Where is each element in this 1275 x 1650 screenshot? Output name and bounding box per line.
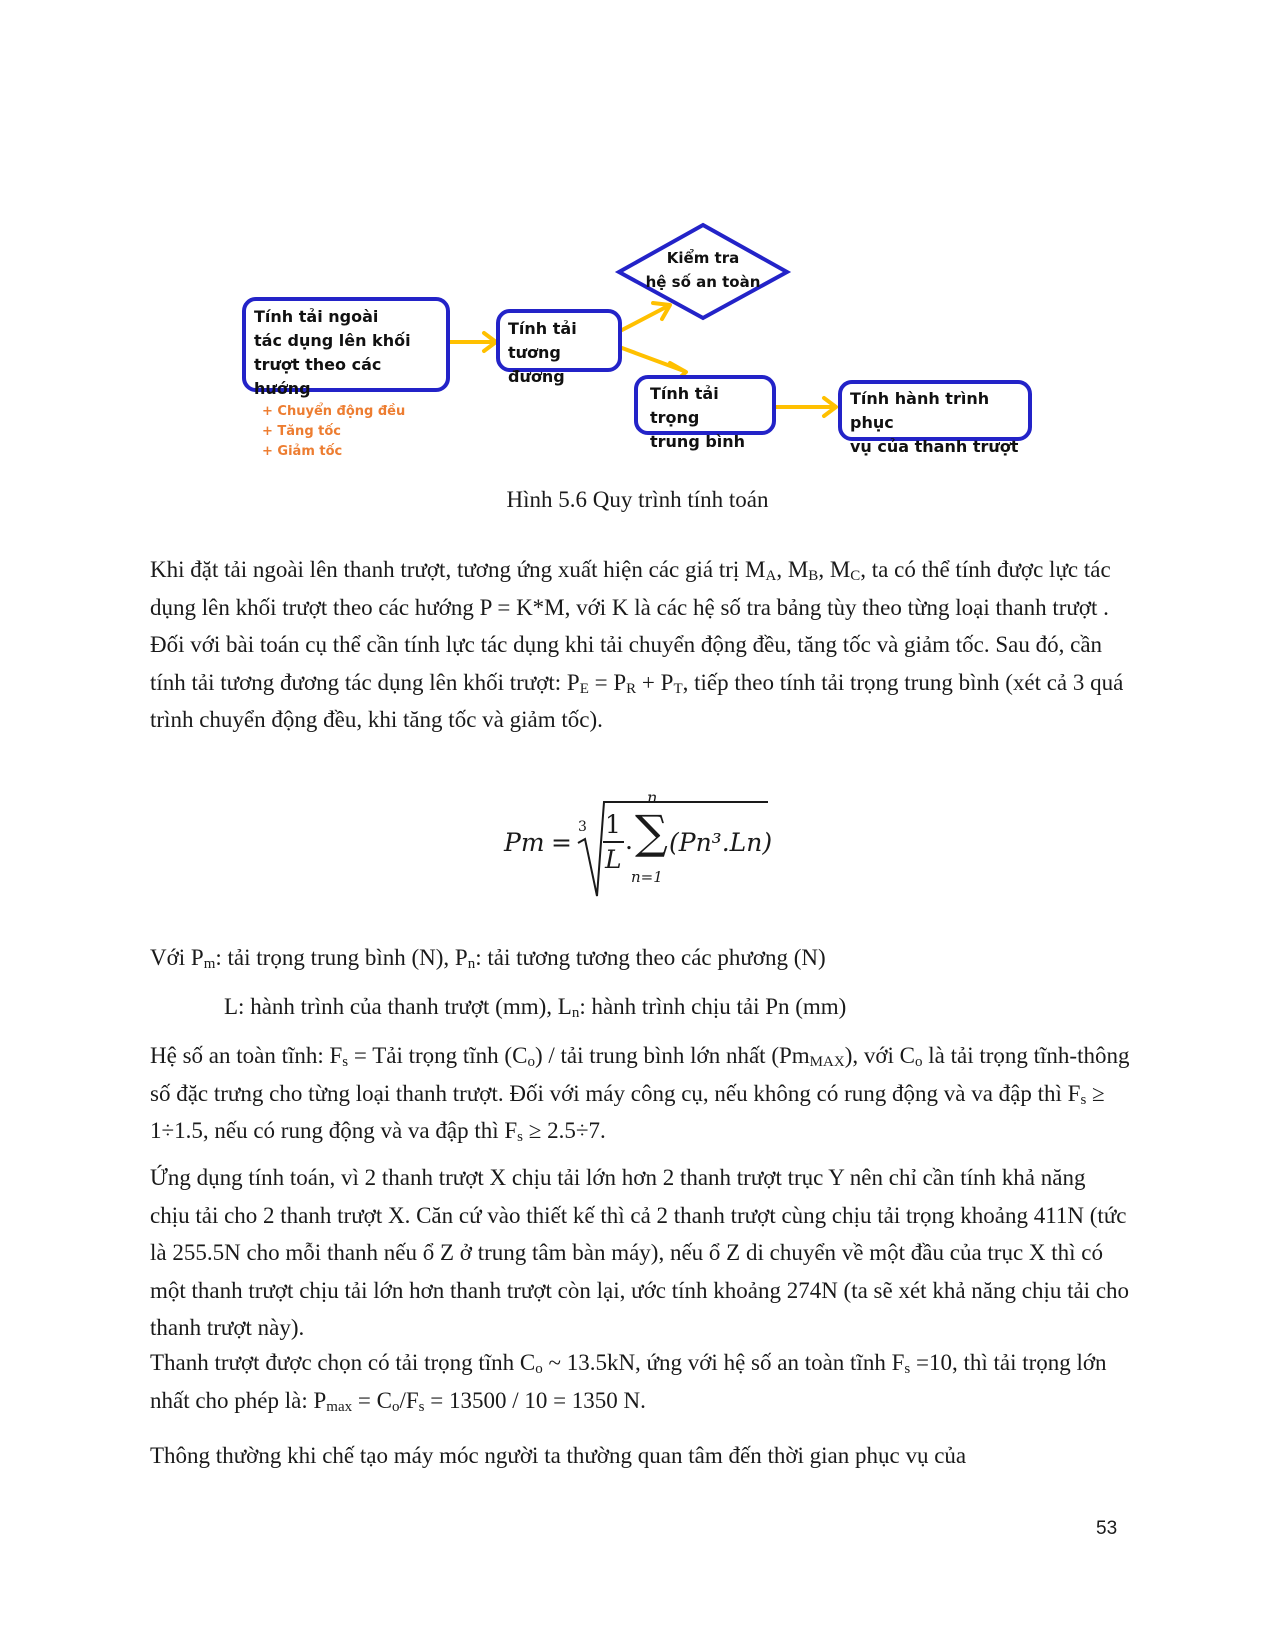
text: Hệ số an toàn tĩnh: F [150,1043,343,1068]
text: Với P [150,945,204,970]
subscript: o [915,1054,923,1070]
text: ), với C [844,1043,915,1068]
text: L: hành trình của thanh trượt (mm), L [224,994,572,1019]
text: /F [399,1387,419,1413]
subscript: s [418,1398,425,1415]
subscript: n [467,956,476,972]
motion-item: + Tăng tốc [262,424,341,439]
paragraph-service-life: Thông thường khi chế tạo máy móc người ta thường quan tâm đến thời gian phục vụ của [150,1443,967,1468]
text: = 13500 / 10 = 1350 N. [424,1387,646,1413]
text: : hành trình chịu tải Pn (mm) [579,994,847,1019]
fraction-numerator: 1 [605,810,621,839]
text: , M [776,557,809,582]
text: : tải trọng trung bình (N), P [215,945,468,970]
formula-term: (Pn³.Ln) [669,828,773,857]
text: ) / tải trung bình lớn nhất (Pm [534,1043,810,1068]
paragraph-travel-definition [224,988,1130,1026]
subscript: R [626,680,637,697]
text: : tải tương tương theo các phương (N) [475,945,826,970]
arrow-4 [776,398,836,416]
formula-lhs: Pm [504,828,545,857]
paragraph-intro [150,551,1130,739]
text: ≥ 1÷1.5, nếu có rung động và va đập thì F [150,1080,1105,1143]
subscript: o [527,1054,535,1070]
subscript: n [571,1005,580,1021]
arrow-2 [622,303,670,330]
root-index: 3 [578,819,587,835]
subscript: o [535,1361,543,1377]
subscript: o [391,1398,400,1415]
sum-lower-limit: n=1 [631,868,663,886]
text: = C [352,1387,392,1413]
motion-item: + Giảm tốc [262,444,343,459]
sum-upper-limit: n [647,788,658,807]
text: , ta có thể tính được lực tác dụng lên khối trượt theo các hướng P = K*M, với K là các hệ số tra bảng tùy theo từng loại thanh trượt . Đối với bài toán cụ thể cần tính lực tác dụng khi tải chuyển động đều, tăng tốc và giảm tốc. Sau đó, cần tính tải tương đương tác dụng lên khối trượt: P [150,557,1111,695]
figure-caption: Hình 5.6 Quy trình tính toán [506,487,769,512]
paragraph-variables [150,939,1130,977]
subscript: m [203,956,216,972]
subscript: MAX [809,1054,845,1070]
text: là tải trọng tĩnh-thông số đặc trưng cho từng loại thanh trượt. Đối với máy công cụ, nếu không có rung động và va đập thì F [150,1043,1130,1106]
diamond-safety-factor: Kiểm tra hệ số an toàn [645,249,761,291]
text: =10, thì tải trọng lớn nhất cho phép là: P [150,1350,1107,1413]
paragraph-static-load [150,1344,1130,1419]
text: ≥ 2.5÷7. [523,1118,606,1143]
text: , M [818,557,851,582]
formula-equals: = [551,828,572,857]
motion-item: + Chuyển động đều [262,404,406,419]
formula-average-load [0,790,1275,910]
box-average-load: Tính tải trọng trung bình [634,375,776,435]
text: Khi đặt tải ngoài lên thanh trượt, tương ứng xuất hiện các giá trị M [150,557,766,582]
box-equivalent-load: Tính tải tương đương [496,309,622,372]
subscript: C [850,568,861,584]
motion-list [262,402,405,462]
page-number: 53 [1096,1518,1118,1539]
box-service-travel: Tính hành trình phục vụ của thanh trượt [838,380,1032,441]
subscript: max [326,1398,353,1415]
text: ~ 13.5kN, ứng với hệ số an toàn tĩnh F [542,1350,905,1375]
fraction-denominator: L [605,845,622,874]
text: = P [588,669,627,695]
subscript: s [517,1129,523,1145]
text: + P [636,669,674,695]
subscript: T [673,680,683,697]
text: = Tải trọng tĩnh (C [348,1043,528,1068]
text: Thanh trượt được chọn có tải trọng tĩnh C [150,1350,536,1375]
text: , tiếp theo tính tải trọng trung bình (xét cả 3 quá trình chuyển động đều, khi tăng tốc và giảm tốc). [150,669,1124,732]
paragraph-application: Ứng dụng tính toán, vì 2 thanh trượt X chịu tải lớn hơn 2 thanh trượt trục Y nên chỉ cần tính khả năng chịu tải cho 2 thanh trượt X. Căn cứ vào thiết kế thì cả 2 thanh trượt cùng chịu tải trọng khoảng 411N (tức là 255.5N cho mỗi thanh nếu ổ Z ở trung tâm bàn máy), nếu ổ Z di chuyển về một đầu của trục X thì có một thanh trượt chịu tải lớn hơn thanh trượt còn lại, ước tính khoảng 274N (ta sẽ xét khả năng chịu tải cho thanh trượt này). [150,1165,1130,1340]
subscript: E [579,680,589,697]
sum-sigma: ∑ [635,805,668,859]
subscript: B [808,568,819,584]
flowchart [0,0,1275,470]
subscript: s [904,1361,911,1377]
subscript: s [342,1054,349,1070]
arrow-1 [450,333,496,351]
paragraph-safety-factor [150,1037,1130,1150]
formula-dot: . [625,826,633,855]
subscript: A [765,568,777,584]
subscript: s [1080,1091,1087,1108]
box-external-load: Tính tải ngoài tác dụng lên khối trượt theo các hướng [242,297,450,392]
